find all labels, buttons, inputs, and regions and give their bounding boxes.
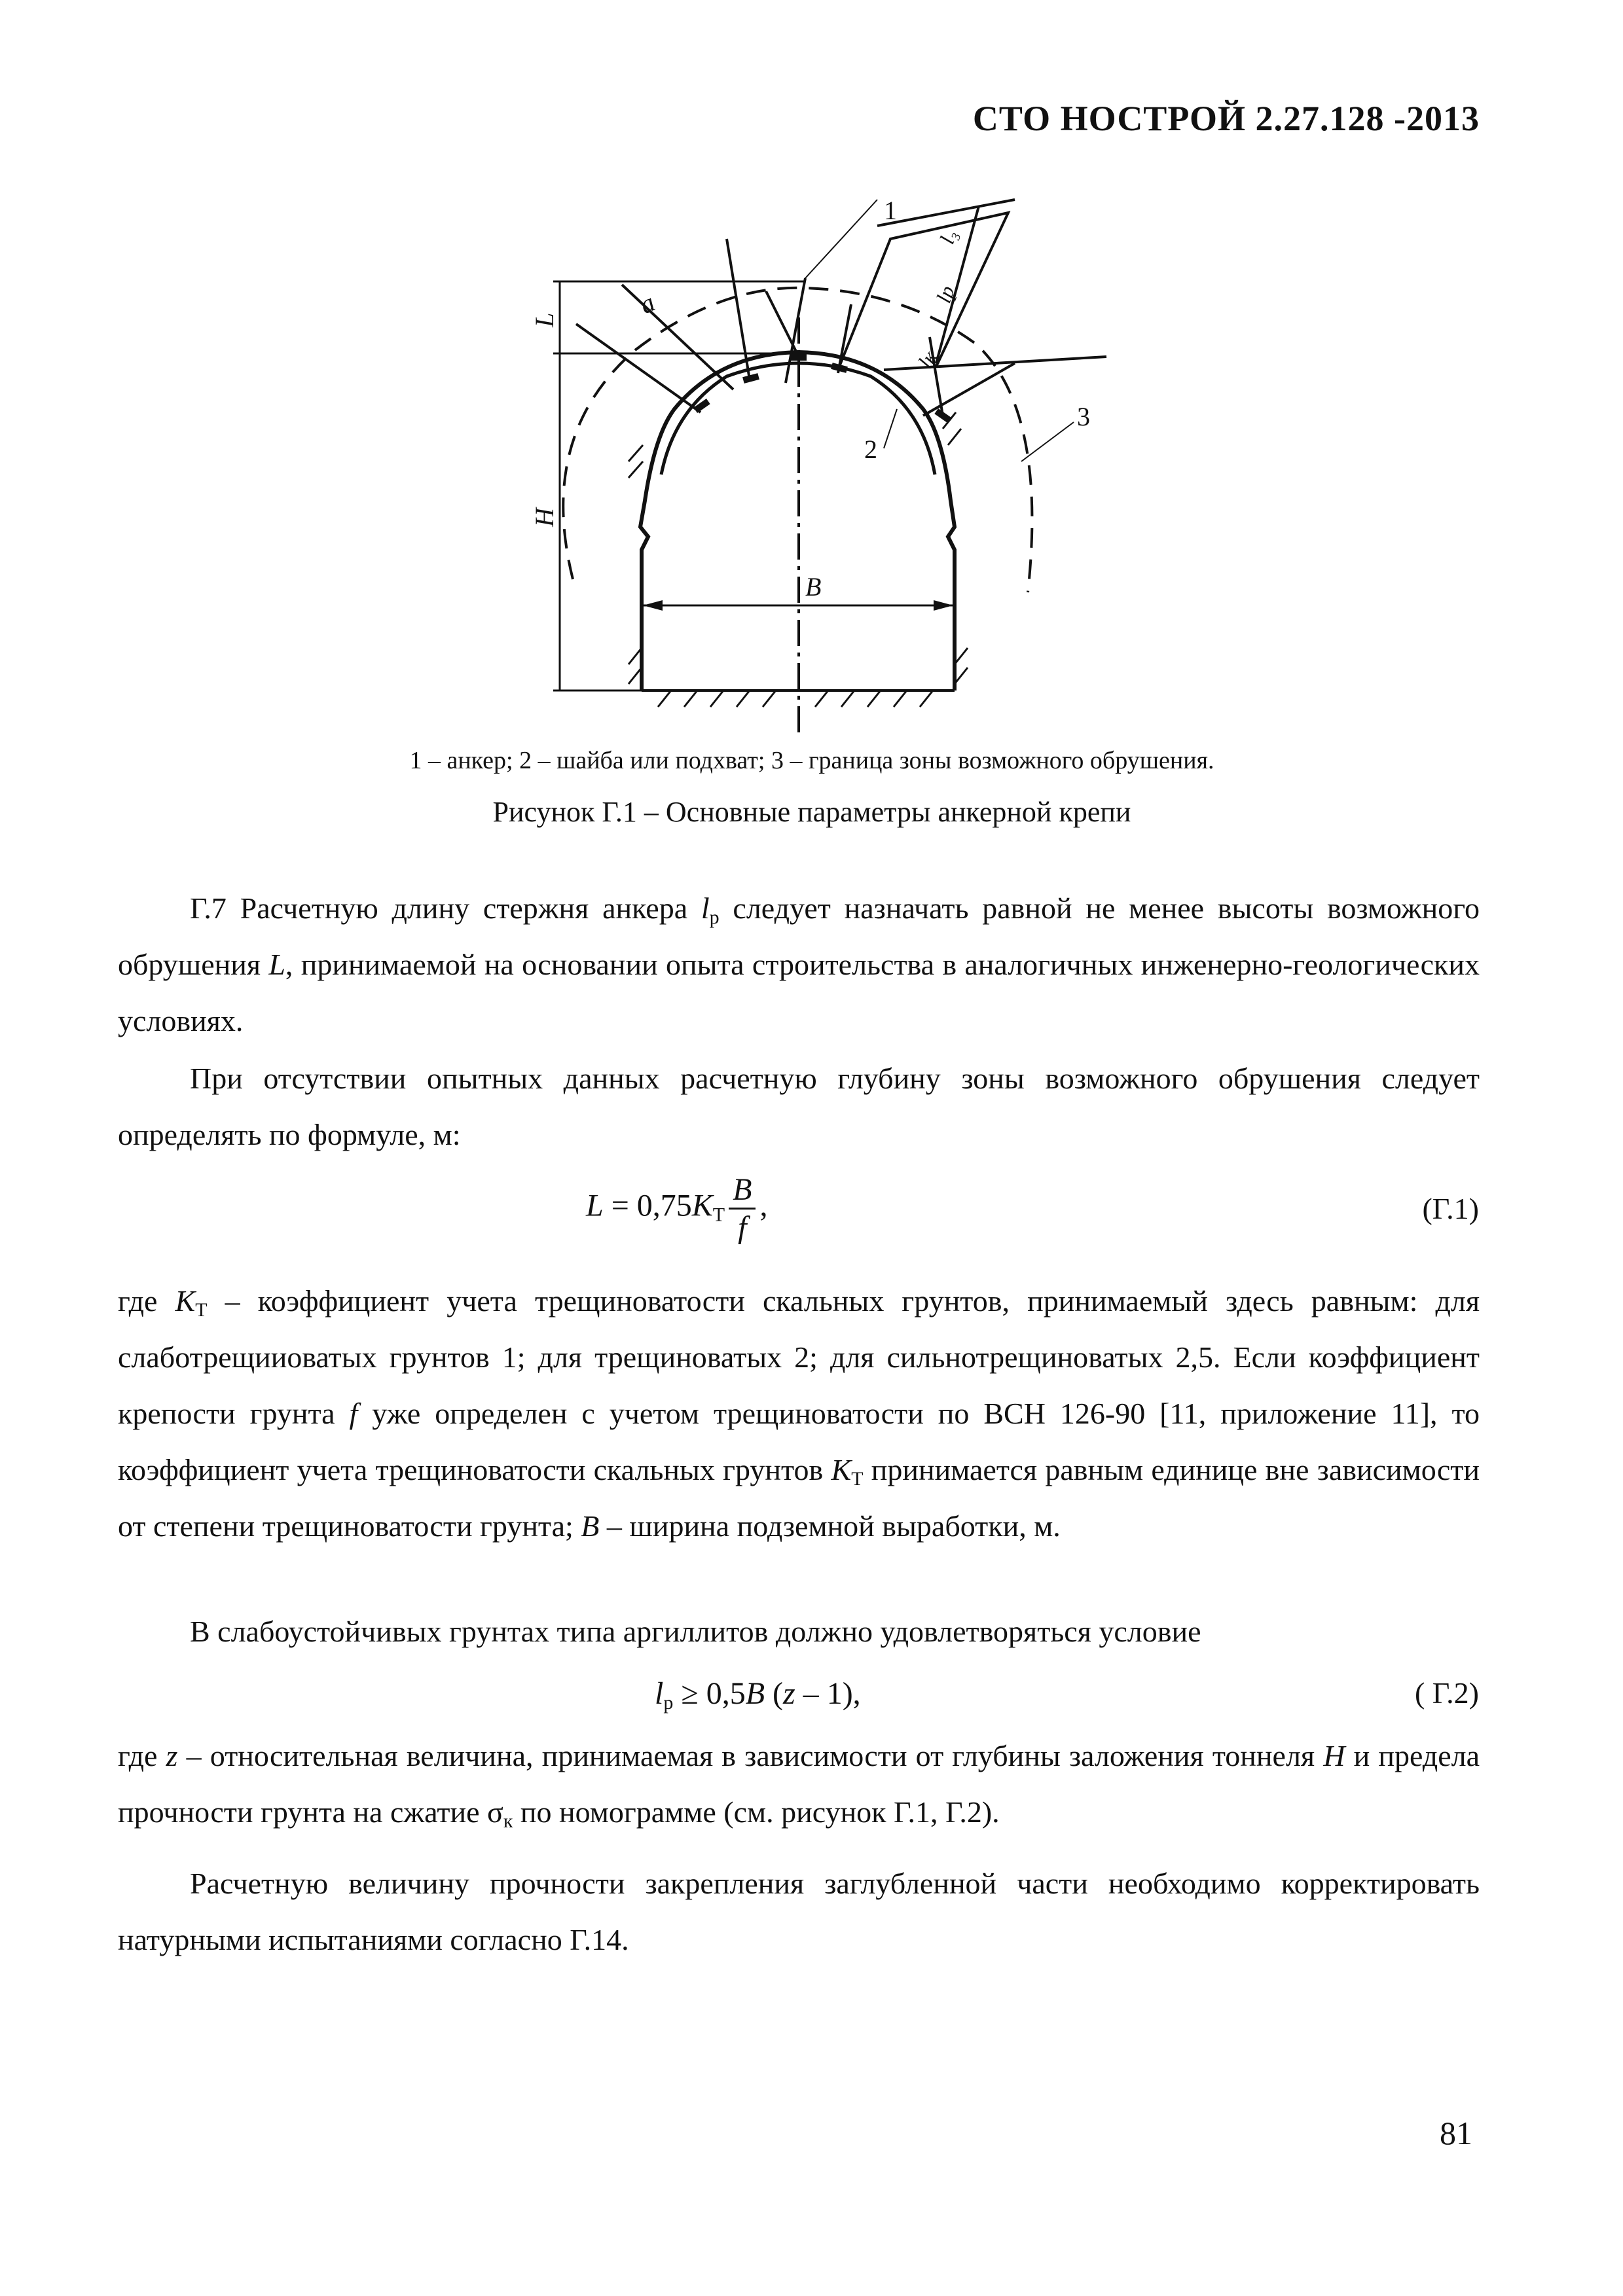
figure-label-1: 1 <box>884 196 897 225</box>
paragraph-no-data: При отсутствии опытных данных расчетную глубину зоны возможного обрушения следует определять по формуле, м: <box>118 1062 1480 1151</box>
figure-legend: 1 – анкер; 2 – шайба или подхват; 3 – граница зоны возможного обрушения. <box>409 747 1214 774</box>
figure-label-2: 2 <box>864 435 877 464</box>
figure-caption: Рисунок Г.1 – Основные параметры анкерной крепи <box>492 796 1131 828</box>
document-code-header: СТО НОСТРОЙ 2.27.128 -2013 <box>972 99 1480 138</box>
figure-label-L: L <box>530 312 559 327</box>
anchor-support-diagram <box>498 187 1126 743</box>
figure-label-lp: lp <box>931 282 960 306</box>
formula-g1: $L = 0,75K_Т$ $\frac{B}{f}$ , <box>586 1172 768 1245</box>
paragraph-where-z: где z – относительная величина, принимаемая в зависимости от глубины заложения тоннеля H и предела прочности грунта на сжатие $\sigma_к$ по номограмме (см. рисунок Г.1, Г.2). <box>118 1739 1480 1832</box>
figure-label-3: 3 <box>1077 402 1090 431</box>
formula-g2: $l_р \ge 0,5B$ (z – 1), <box>655 1676 861 1713</box>
figure-label-H: H <box>530 508 559 527</box>
formula-g2-label: ( Г.2) <box>1414 1676 1479 1710</box>
figure-label-B: B <box>805 572 822 601</box>
formula-g1-label: (Г.1) <box>1422 1192 1479 1225</box>
paragraph-weak-soils: В слабоустойчивых грунтах типа аргиллитов должно удовлетворяться условие <box>190 1615 1201 1648</box>
figure-label-l3: l₃ <box>934 226 962 247</box>
figure-label-a: a <box>634 287 659 320</box>
paragraph-g7: Г.7 Расчетную длину стержня анкера $l_р$ следует назначать равной не менее высоты возможного обрушения L, принимаемой на основании опыта строительства в аналогичных инженерно-геологических условиях. <box>118 891 1480 1037</box>
figure-label-lk: lк <box>913 346 941 372</box>
page-number: 81 <box>1440 2115 1472 2151</box>
paragraph-correction: Расчетную величину прочности закрепления заглубленной части необходимо корректировать натурными испытаниями согласно Г.14. <box>118 1867 1480 1956</box>
paragraph-where-kt: где $K_Т$ – коэффициент учета трещиноватости скальных грунтов, принимаемый здесь равным: для слаботрещииоватых грунтов 1; для трещиноватых 2; для сильнотрещиноватых 2,5. Если коэффициент крепости грунта f уже определен с учетом трещиноватости по ВСН 126-90 [11, приложение 11], то коэффициент учета трещиноватости скальных грунтов $K_Т$ принимается равным единице вне зависимости от степени трещиноватости грунта; B – ширина подземной выработки, м. <box>118 1284 1480 1543</box>
